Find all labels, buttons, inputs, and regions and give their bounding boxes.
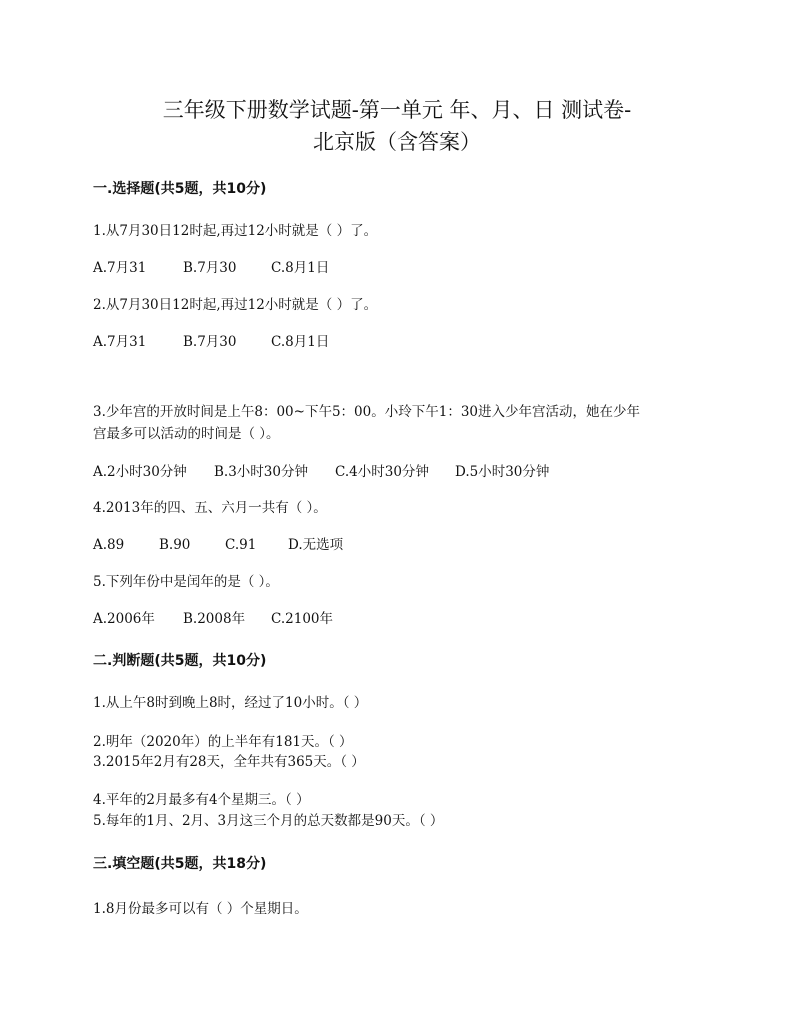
question-text: 1.从7月30日12时起,再过12小时就是（ ）了。 <box>93 223 378 239</box>
option: B.7月30 <box>183 334 237 350</box>
option: C.8月1日 <box>271 334 330 350</box>
question-options <box>93 610 333 628</box>
option: C.91 <box>225 537 257 553</box>
question-text: 5.下列年份中是闰年的是（ ）。 <box>93 574 279 590</box>
question-text: 2.明年（2020年）的上半年有181天。（ ） <box>93 734 353 750</box>
section-heading-judge: 二.判断题(共5题，共10分) <box>93 653 267 669</box>
question-text-continued: 宫最多可以活动的时间是（ ）。 <box>93 426 280 442</box>
option: A.2小时30分钟 <box>93 464 187 480</box>
option: A.7月31 <box>93 334 147 350</box>
option: A.89 <box>93 537 125 553</box>
document-title-line1: 三年级下册数学试题-第一单元 年、月、日 测试卷- <box>162 98 632 122</box>
option: A.2006年 <box>93 611 155 627</box>
option: C.8月1日 <box>271 260 330 276</box>
option: C.4小时30分钟 <box>335 464 429 480</box>
question-text: 1.从上午8时到晚上8时，经过了10小时。（ ） <box>93 695 368 711</box>
document-title-line2: 北京版（含答案） <box>313 130 481 154</box>
section-heading-choice: 一.选择题(共5题，共10分) <box>93 181 267 197</box>
question-text: 4.2013年的四、五、六月一共有（ ）。 <box>93 500 327 516</box>
option: B.3小时30分钟 <box>214 464 308 480</box>
question-text: 3.2015年2月有28天，全年共有365天。（ ） <box>93 754 365 770</box>
option: A.7月31 <box>93 260 147 276</box>
question-text: 5.每年的1月、2月、3月这三个月的总天数都是90天。（ ） <box>93 813 444 829</box>
option: D.无选项 <box>288 537 344 553</box>
option: B.7月30 <box>183 260 237 276</box>
option: B.2008年 <box>183 611 246 627</box>
question-text: 4.平年的2月最多有4个星期三。（ ） <box>93 792 310 808</box>
question-options <box>93 259 329 277</box>
option: D.5小时30分钟 <box>455 464 550 480</box>
option: B.90 <box>159 537 191 553</box>
question-text: 2.从7月30日12时起,再过12小时就是（ ）了。 <box>93 297 378 313</box>
question-options <box>93 333 329 351</box>
section-heading-fill: 三.填空题(共5题，共18分) <box>93 856 267 872</box>
question-text: 1.8月份最多可以有（ ）个星期日。 <box>93 901 308 917</box>
option: C.2100年 <box>271 611 333 627</box>
question-options <box>93 536 343 554</box>
question-options <box>93 463 549 481</box>
question-text: 3.少年宫的开放时间是上午8：00~下午5：00。小玲下午1：30进入少年宫活动，她在少年 <box>93 404 640 420</box>
